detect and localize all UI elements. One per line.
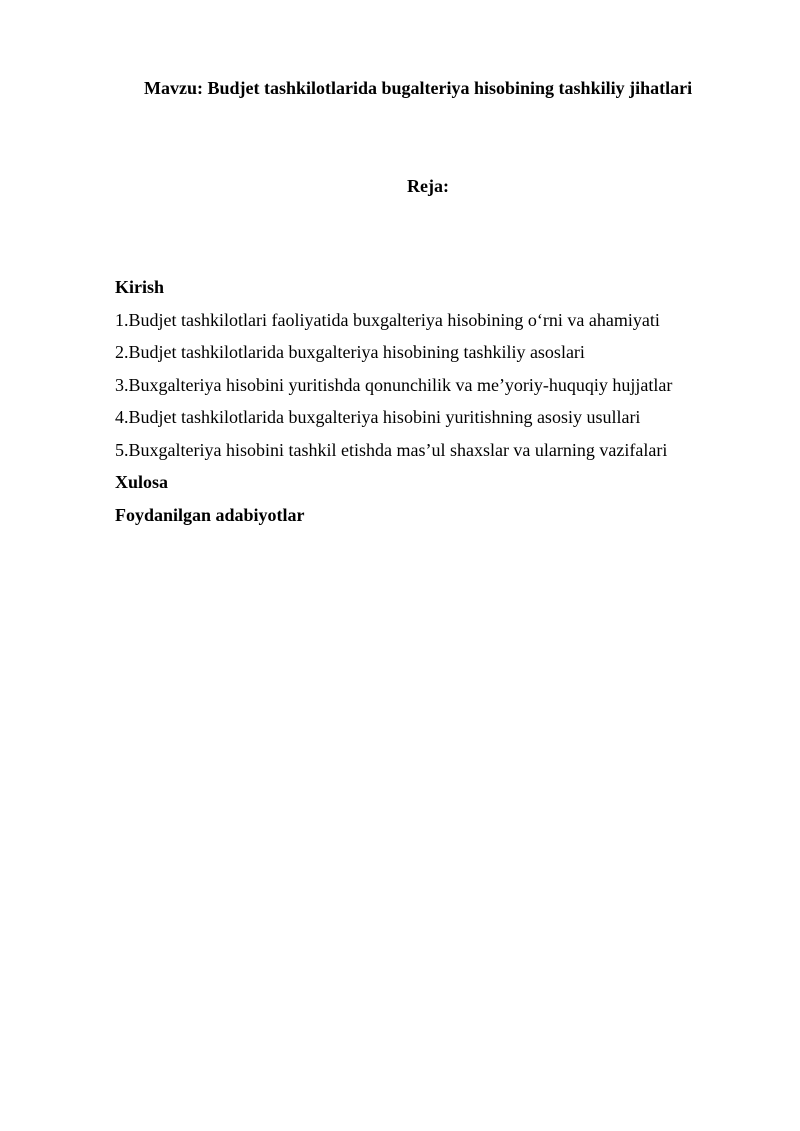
toc-references: Foydanilgan adabiyotlar bbox=[115, 504, 305, 525]
toc-item-4: 4.Budjet tashkilotlarida buxgalteriya hisobini yuritishning asosiy usullari bbox=[115, 407, 641, 427]
document-title: Mavzu: Budjet tashkilotlarida bugalteriya hisobining tashkiliy jihatlari bbox=[144, 78, 693, 98]
toc-intro: Kirish bbox=[115, 277, 165, 297]
table-of-contents bbox=[115, 271, 672, 531]
toc-conclusion: Xulosa bbox=[115, 472, 169, 492]
toc-item-2: 2.Budjet tashkilotlarida buxgalteriya hisobining tashkiliy asoslari bbox=[115, 342, 585, 362]
toc-item-5: 5.Buxgalteriya hisobini tashkil etishda mas’ul shaxslar va ularning vazifalari bbox=[115, 439, 668, 460]
toc-item-3: 3.Buxgalteriya hisobini yuritishda qonunchilik va me’yoriy-huquqiy hujjatlar bbox=[115, 374, 673, 395]
toc-item-1: 1.Budjet tashkilotlari faoliyatida buxgalteriya hisobining o‘rni va ahamiyati bbox=[115, 309, 660, 330]
plan-heading: Reja: bbox=[407, 176, 449, 196]
